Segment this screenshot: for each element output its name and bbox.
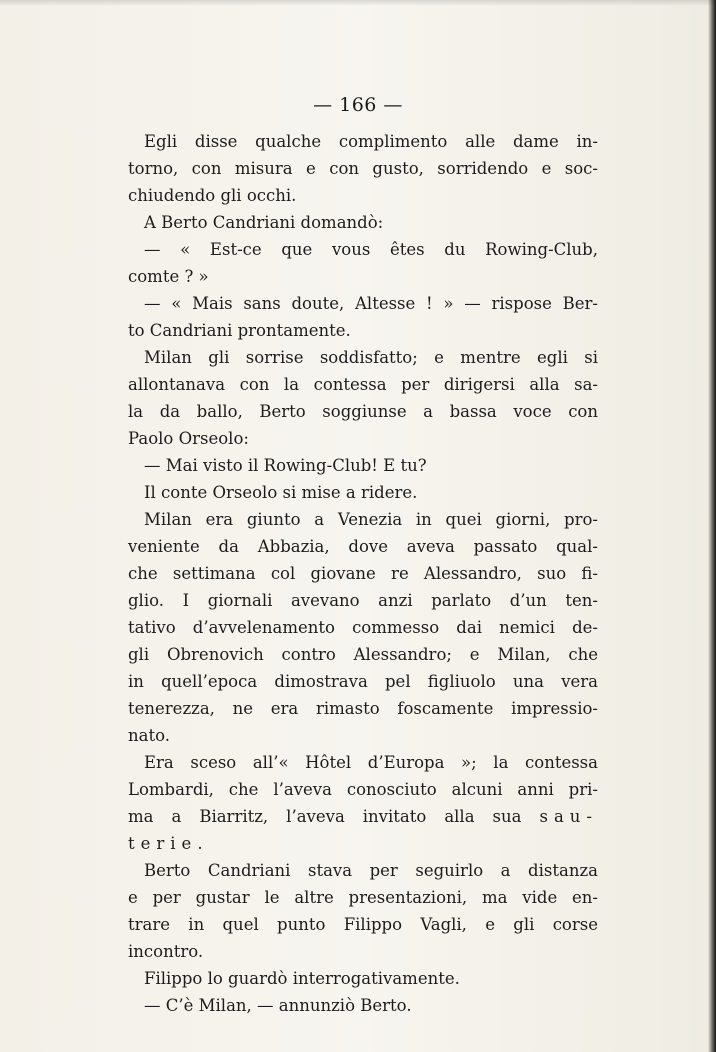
text-line: — « Mais sans doute, Altesse ! » — rispose Ber- [144, 294, 598, 313]
text-line: — C’è Milan, — annunziò Berto. [144, 996, 412, 1015]
text-line: la da ballo, Berto soggiunse a bassa voce con [128, 402, 598, 421]
spaced-word: sau- [539, 807, 598, 826]
text-line: chiudendo gli occhi. [128, 186, 297, 205]
text-line: Il conte Orseolo si mise a ridere. [144, 483, 418, 502]
text-line: Lombardi, che l’aveva conosciuto alcuni anni pri- [128, 780, 598, 799]
body-text [128, 128, 598, 1019]
text-line: Milan gli sorrise soddisfatto; e mentre egli si [144, 348, 598, 367]
page-top-shadow [0, 0, 716, 6]
text-line: nato. [128, 726, 170, 745]
text-line: glio. I giornali avevano anzi parlato d’un ten- [128, 591, 598, 610]
page-number: — 166 — [313, 94, 403, 116]
text-line: Era sceso all’« Hôtel d’Europa »; la contessa [144, 753, 598, 772]
text-line: Milan era giunto a Venezia in quei giorni, pro- [144, 510, 598, 529]
text-line: to Candriani prontamente. [128, 321, 351, 340]
text-line: comte ? » [128, 267, 209, 286]
text-line: Paolo Orseolo: [128, 429, 249, 448]
text-line: tenerezza, ne era rimasto foscamente impressio- [128, 699, 598, 718]
text-line: allontanava con la contessa per dirigersi alla sa- [128, 375, 598, 394]
page-binding-edge [708, 0, 716, 1052]
text-line: — Mai visto il Rowing-Club! E tu? [144, 456, 427, 475]
text-line: — « Est-ce que vous êtes du Rowing-Club, [144, 240, 598, 259]
text-line: tativo d’avvelenamento commesso dai nemici de- [128, 618, 598, 637]
text-line: in quell’epoca dimostrava pel figliuolo una vera [128, 672, 598, 691]
text-line: Filippo lo guardò interrogativamente. [144, 969, 460, 988]
text-line: veniente da Abbazia, dove aveva passato qual- [128, 537, 598, 556]
text-line: incontro. [128, 942, 204, 961]
text-line: gli Obrenovich contro Alessandro; e Milan, che [128, 645, 598, 664]
text-line: trare in quel punto Filippo Vagli, e gli corse [128, 915, 598, 934]
text-line: e per gustar le altre presentazioni, ma vide en- [128, 888, 598, 907]
text-fragment: ma a Biarritz, l’aveva invitato alla sua [128, 807, 522, 826]
text-line: che settimana col giovane re Alessandro, suo fi- [128, 564, 598, 583]
text-line [128, 803, 598, 830]
text-line: Egli disse qualche complimento alle dame in- [144, 132, 598, 151]
text-line: terie. [128, 834, 209, 853]
text-line: A Berto Candriani domandò: [144, 213, 384, 232]
text-line: Berto Candriani stava per seguirlo a distanza [144, 861, 598, 880]
text-line: torno, con misura e con gusto, sorridendo e soc- [128, 159, 598, 178]
